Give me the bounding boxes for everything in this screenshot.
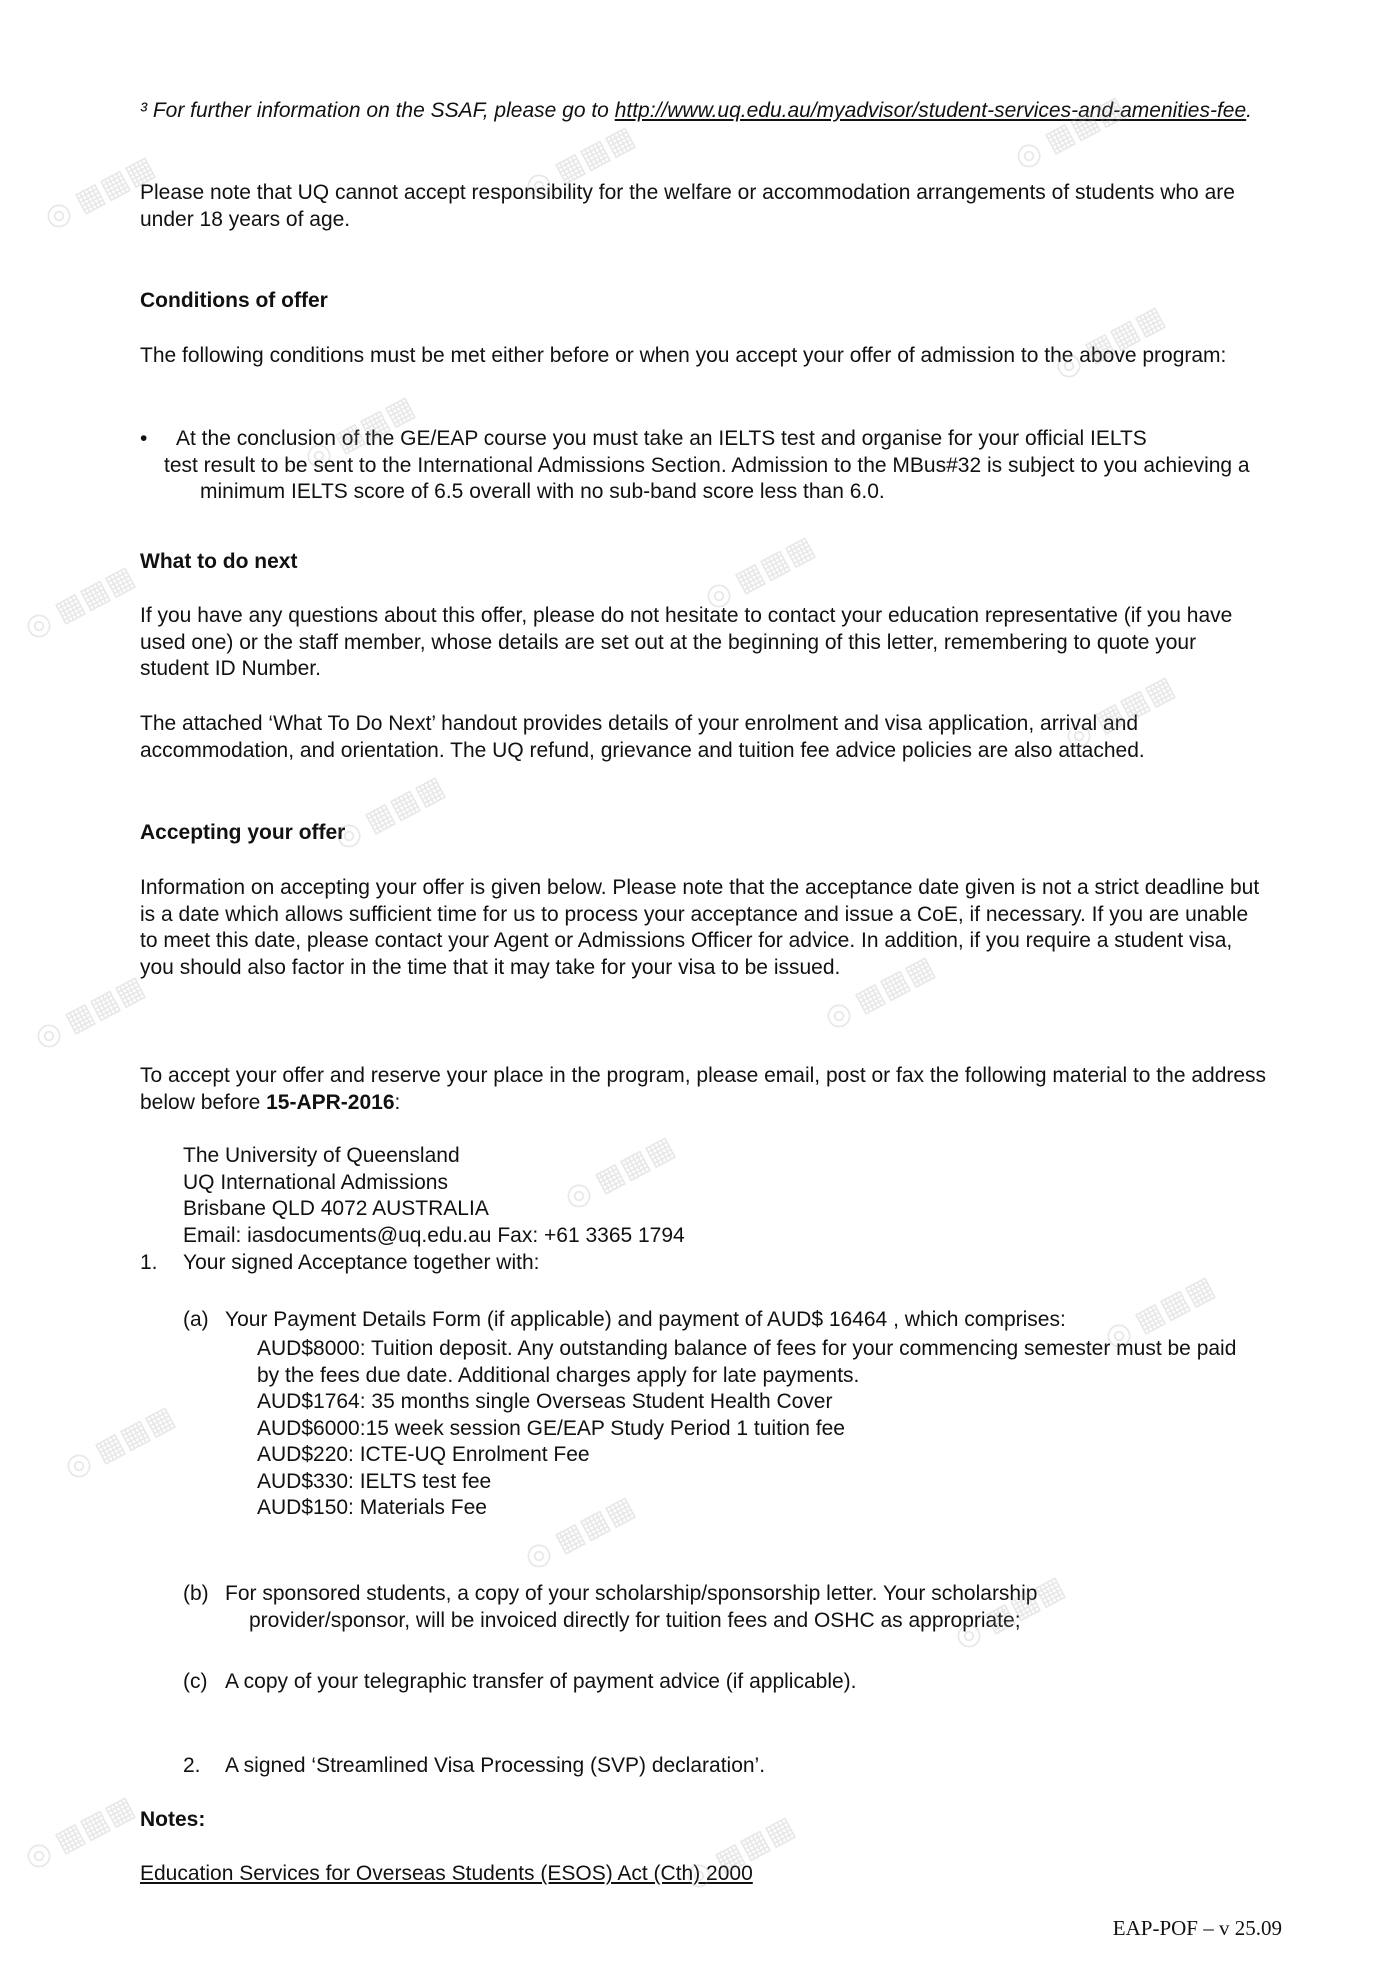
watermark-mark: ◎ ▦▦▦ bbox=[678, 1809, 800, 1896]
fee-line: AUD$150: Materials Fee bbox=[257, 1496, 487, 1519]
accepting-heading: Accepting your offer bbox=[140, 821, 346, 844]
accept-para2-prefix: To accept your offer and reserve your place in the program, please email, post or fax the following material to the address below before bbox=[140, 1064, 1267, 1114]
watermark-mark: ◎ ▦▦▦ bbox=[38, 149, 160, 236]
document-version-footer: EAP-POF – v 25.09 bbox=[1112, 1916, 1282, 1940]
fee-line: AUD$8000: Tuition deposit. Any outstanding balance of fees for your commencing semester must be paid by the fees due date. Additional charges apply for late payments. bbox=[257, 1337, 1237, 1387]
item-2-number: 2. bbox=[183, 1754, 201, 1777]
list-item-2 bbox=[183, 1753, 1183, 1780]
fee-breakdown bbox=[257, 1336, 1237, 1522]
footnote-prefix: ³ For further information on the SSAF, please go to bbox=[140, 99, 615, 122]
next-para-2: The attached ‘What To Do Next’ handout provides details of your enrolment and visa application, arrival and accommodation, and orientation. The UQ refund, grievance and tuition fee advice policies are also attached. bbox=[140, 712, 1145, 762]
notes-heading: Notes: bbox=[140, 1808, 206, 1831]
sub-b-label: (b) bbox=[183, 1582, 209, 1605]
watermark-mark: ◎ ▦▦▦ bbox=[18, 559, 140, 646]
fee-line: AUD$6000:15 week session GE/EAP Study Period 1 tuition fee bbox=[257, 1416, 845, 1440]
ssaf-footnote bbox=[140, 98, 1270, 125]
ssaf-link[interactable]: http://www.uq.edu.au/myadvisor/student-services-and-amenities-fee bbox=[614, 99, 1247, 122]
bullet-rest: test result to be sent to the International Admissions Section. Admission to the MBus#32 is subject to you achieving a minimum IELTS score of 6.5 overall with no sub-band score less than 6.0. bbox=[164, 453, 1250, 503]
sub-a-label: (a) bbox=[183, 1308, 209, 1331]
watermark-mark: ◎ ▦▦▦ bbox=[328, 769, 450, 856]
watermark-mark: ◎ ▦▦▦ bbox=[1058, 669, 1180, 756]
fee-line: AUD$1764: 35 months single Overseas Student Health Cover bbox=[257, 1390, 833, 1413]
watermark-mark: ◎ ▦▦▦ bbox=[298, 389, 420, 476]
under18-note: Please note that UQ cannot accept responsibility for the welfare or accommodation arrangements of students who are under 18 years of age. bbox=[140, 181, 1235, 231]
watermark-mark: ◎ ▦▦▦ bbox=[28, 969, 150, 1056]
footnote-suffix: . bbox=[1246, 99, 1253, 122]
watermark-mark: ◎ ▦▦▦ bbox=[58, 1399, 180, 1486]
sub-c-text: A copy of your telegraphic transfer of payment advice (if applicable). bbox=[225, 1670, 857, 1693]
bullet-dot-icon: • bbox=[140, 427, 148, 450]
fee-line: AUD$220: ICTE-UQ Enrolment Fee bbox=[257, 1443, 590, 1466]
sub-b-line1: For sponsored students, a copy of your scholarship/sponsorship letter. Your scholarship bbox=[225, 1582, 1038, 1605]
sub-b-line2: provider/sponsor, will be invoiced directly for tuition fees and OSHC as appropriate; bbox=[249, 1608, 1021, 1632]
sub-c-label: (c) bbox=[183, 1670, 208, 1693]
watermark-mark: ◎ ▦▦▦ bbox=[518, 119, 640, 206]
address-line-1: The University of Queensland bbox=[183, 1144, 460, 1167]
next-para-1: If you have any questions about this offer, please do not hesitate to contact your education representative (if you have used one) or the staff member, whose details are set out at the beginning of this letter, remembering to quote your student ID Number. bbox=[140, 604, 1233, 680]
esos-act-link[interactable]: Education Services for Overseas Students (ESOS) Act (Cth) 2000 bbox=[140, 1862, 753, 1885]
watermark-mark: ◎ ▦▦▦ bbox=[558, 1129, 680, 1216]
sub-a-text: Your Payment Details Form (if applicable) and payment of AUD$ 16464 , which comprises: bbox=[225, 1308, 1066, 1331]
address-line-2: UQ International Admissions bbox=[183, 1170, 448, 1194]
accepting-para-2 bbox=[140, 1063, 1270, 1116]
watermark-mark: ◎ ▦▦▦ bbox=[518, 1489, 640, 1576]
sub-item-c bbox=[183, 1669, 1243, 1696]
watermark-mark: ◎ ▦▦▦ bbox=[1098, 1269, 1220, 1356]
conditions-heading: Conditions of offer bbox=[140, 289, 328, 312]
item-1-text: Your signed Acceptance together with: bbox=[183, 1251, 540, 1274]
list-item-1 bbox=[140, 1250, 1240, 1277]
mailing-address bbox=[183, 1143, 1183, 1249]
sub-item-a bbox=[183, 1307, 1243, 1334]
accept-para2-suffix: : bbox=[394, 1090, 401, 1114]
watermark-mark: ◎ ▦▦▦ bbox=[1048, 299, 1170, 386]
acceptance-deadline: 15-APR-2016 bbox=[266, 1090, 395, 1114]
fee-line: AUD$330: IELTS test fee bbox=[257, 1469, 492, 1493]
next-heading: What to do next bbox=[140, 550, 298, 573]
address-line-4: Email: iasdocuments@uq.edu.au Fax: +61 3365 1794 bbox=[183, 1223, 685, 1247]
address-line-3: Brisbane QLD 4072 AUSTRALIA bbox=[183, 1197, 489, 1220]
item-2-text: A signed ‘Streamlined Visa Processing (SVP) declaration’. bbox=[225, 1754, 766, 1777]
watermark-mark: ◎ ▦▦▦ bbox=[18, 1789, 140, 1876]
accepting-para-1: Information on accepting your offer is given below. Please note that the acceptance date given is not a strict deadline but is a date which allows sufficient time for us to process your acceptance and issue a CoE, if necessary. If you are unable to meet this date, please contact your Agent or Admissions Officer for advice. In addition, if you require a student visa, you should also factor in the time that it may take for your visa to be issued. bbox=[140, 876, 1260, 979]
item-1-number: 1. bbox=[140, 1251, 158, 1274]
bullet-line1: At the conclusion of the GE/EAP course you must take an IELTS test and organise for your official IELTS bbox=[176, 427, 1147, 450]
watermark-mark: ◎ ▦▦▦ bbox=[818, 949, 940, 1036]
condition-bullet bbox=[140, 426, 1270, 506]
watermark-mark: ◎ ▦▦▦ bbox=[698, 529, 820, 616]
watermark-mark: ◎ ▦▦▦ bbox=[1008, 89, 1130, 176]
sub-item-b bbox=[183, 1581, 1243, 1634]
conditions-intro: The following conditions must be met either before or when you accept your offer of admission to the above program: bbox=[140, 344, 1227, 367]
watermark-mark: ◎ ▦▦▦ bbox=[948, 1569, 1070, 1656]
